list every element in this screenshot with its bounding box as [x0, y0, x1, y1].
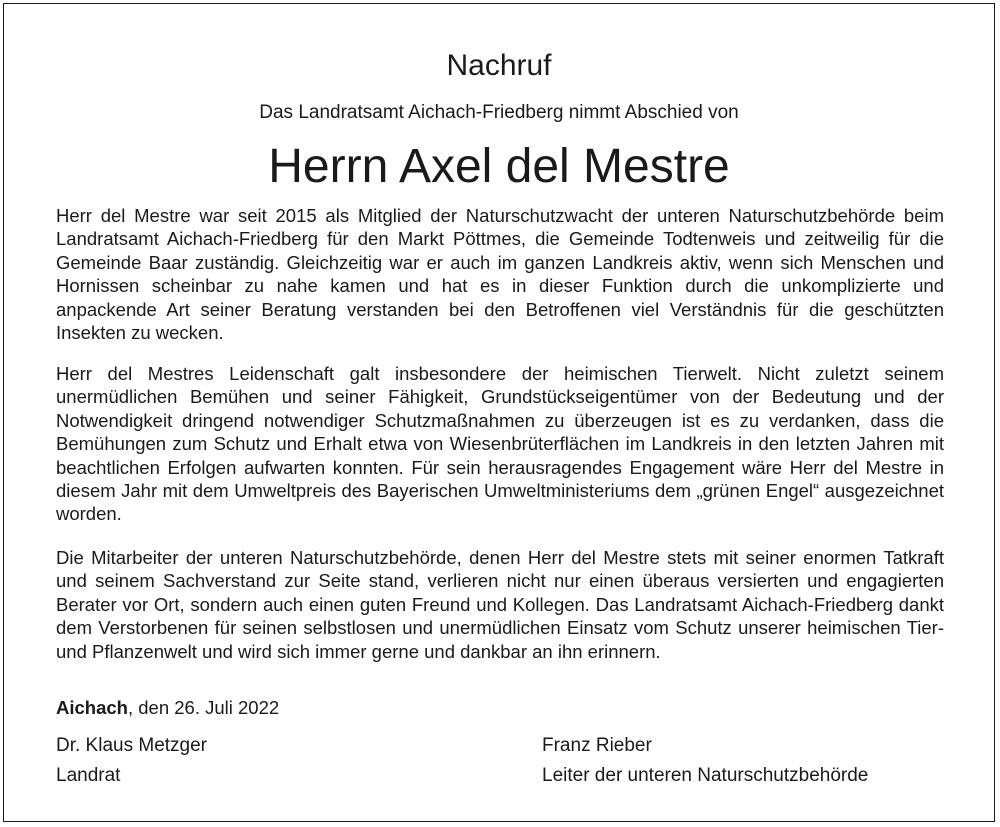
deceased-name: Herrn Axel del Mestre	[268, 140, 730, 193]
dateline-place: Aichach	[56, 697, 128, 718]
notice-intro: Das Landratsamt Aichach-Friedberg nimmt Abschied von	[259, 102, 739, 123]
signatory-role-right: Leiter der unteren Naturschutzbehörde	[542, 765, 869, 786]
dateline	[56, 696, 279, 720]
signature-right	[542, 731, 868, 791]
signatory-name-left: Dr. Klaus Metzger	[56, 735, 207, 756]
obituary-notice	[3, 3, 995, 822]
body-paragraph-1: Herr del Mestre war seit 2015 als Mitglied der Naturschutzwacht der unteren Naturschutzbehörde beim Landratsamt Aichach-Friedberg für den Markt Pöttmes, die Gemeinde Todtenweis und zeitweilig für die Gemeinde Baar zuständig. Gleichzeitig war er auch im ganzen Landkreis aktiv, wenn sich Menschen und Hornissen scheinbar zu nahe kamen und hat es in dieser Funktion durch die unkomplizierte und anpackende Art seiner Beratung verstanden bei den Betroffenen viel Verständnis für die geschützten Insekten zu wecken.	[56, 205, 944, 344]
dateline-date: , den 26. Juli 2022	[127, 697, 280, 718]
body-paragraph-2: Herr del Mestres Leidenschaft galt insbesondere der heimischen Tierwelt. Nicht zuletzt seinem unermüdlichen Bemühen und seiner Fähigkeit, Grundstückseigentümer von der Bedeutung und der Notwendigkeit dringend notwendiger Schutzmaßnahmen zu überzeugen ist es zu verdanken, dass die Bemühungen zum Schutz und Erhalt etwa von Wiesenbrüterflächen im Landkreis in den letzten Jahren mit beachtlichen Erfolgen aufwarten konnten. Für sein herausragendes Engagement wäre Herr del Mestre in diesem Jahr mit dem Umweltpreis des Bayerischen Umweltministeriums dem „grünen Engel“ ausgezeichnet worden.	[56, 363, 944, 525]
signatory-name-right: Franz Rieber	[542, 735, 652, 756]
notice-title: Nachruf	[446, 49, 552, 82]
signature-left	[56, 731, 207, 791]
body-paragraph-3: Die Mitarbeiter der unteren Naturschutzbehörde, denen Herr del Mestre stets mit seiner enormen Tatkraft und seinem Sachverstand zur Seite stand, verlieren nicht nur einen überaus versierten und engagierten Berater vor Ort, sondern auch einen guten Freund und Kollegen. Das Landratsamt Aichach-Friedberg dankt dem Verstorbenen für seinen selbstlosen und unermüdlichen Einsatz vom Schutz unserer heimischen Tier- und Pflanzenwelt und wird sich immer gerne und dankbar an ihn erinnern.	[56, 547, 944, 662]
signatory-role-left: Landrat	[56, 765, 121, 786]
